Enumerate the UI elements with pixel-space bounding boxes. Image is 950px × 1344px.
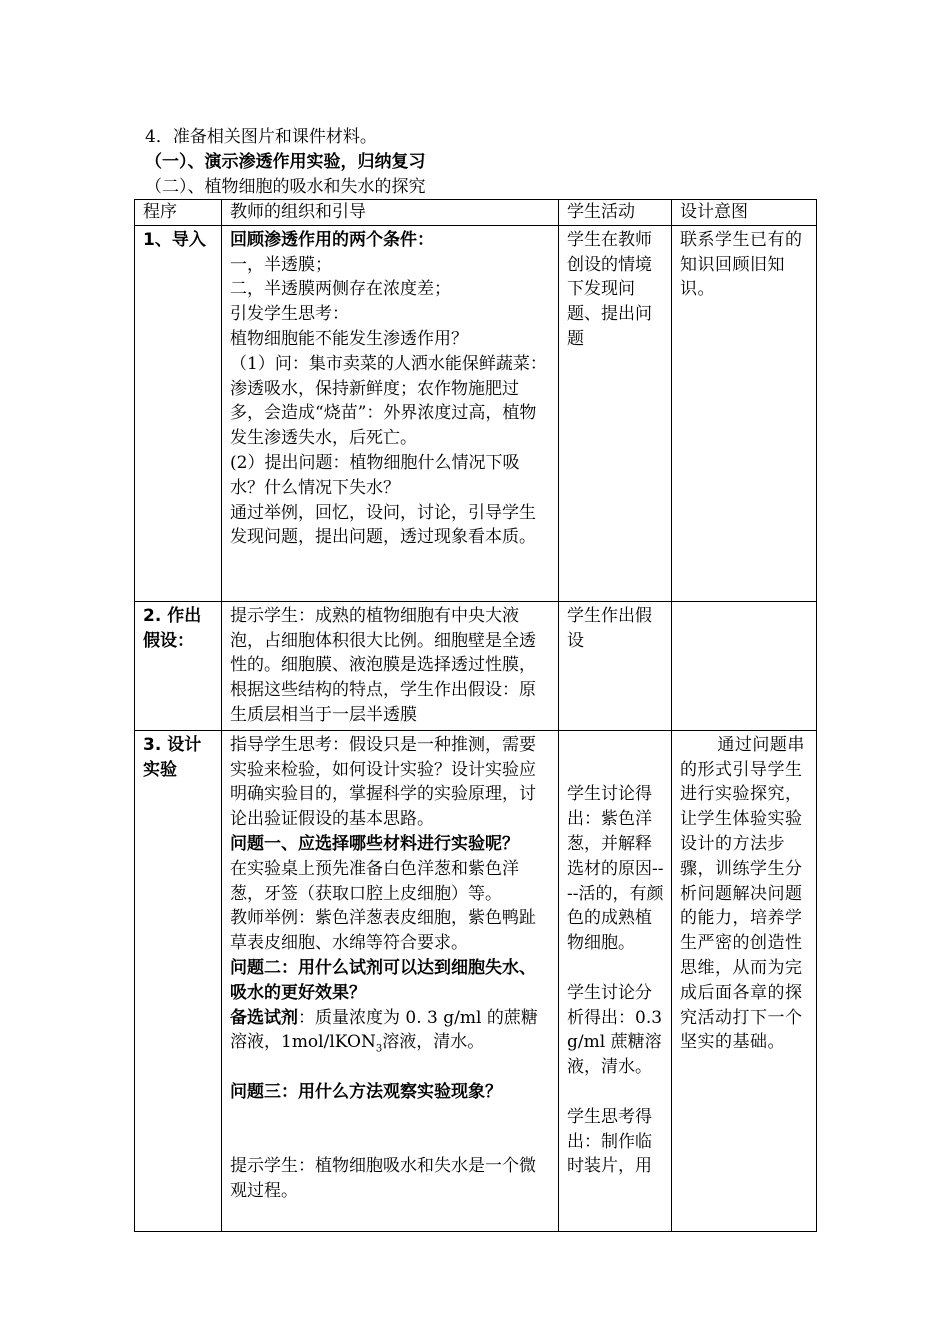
- header-student: 学生活动: [559, 200, 672, 226]
- teacher-text: 一，半透膜；: [230, 254, 332, 275]
- header-design: 设计意图: [672, 200, 817, 226]
- student-text: 学生思考得出：制作临时装片，用: [567, 1106, 652, 1177]
- teacher-text: 回顾渗透作用的两个条件：: [230, 229, 434, 250]
- question-heading: 问题二：用什么试剂可以达到细胞失水、吸水的更好效果？: [230, 957, 536, 1003]
- teacher-text: 提示学生：植物细胞吸水和失水是一个微观过程。: [230, 1156, 536, 1202]
- student-cell: 学生作出假设: [559, 601, 672, 730]
- reagent-subscript: 3: [375, 1043, 383, 1055]
- teacher-text: 指导学生思考：假设只是一种推测，需要实验来检验，如何设计实验？设计实验应明确实验目的，掌握科学的实验原理，讨论出验证假设的基本思路。: [230, 734, 536, 830]
- teacher-text: 二，半透膜两侧存在浓度差；: [230, 279, 451, 300]
- student-cell: [559, 730, 672, 1231]
- student-cell: 学生在教师创设的情境下发现问题、提出问题: [559, 225, 672, 601]
- teacher-cell: 提示学生：成熟的植物细胞有中央大液泡，占细胞体积很大比例。细胞壁是全透性的。细胞膜、液泡膜是选择透过性膜，根据这些结构的特点，学生作出假设：原生质层相当于一层半透膜: [222, 601, 559, 730]
- question-heading: 问题一、应选择哪些材料进行实验呢？: [230, 833, 519, 854]
- teacher-text: 引发学生思考：: [230, 304, 349, 325]
- table-row-hypothesis: [135, 601, 817, 730]
- design-cell: 联系学生已有的知识回顾旧知识。: [672, 225, 817, 601]
- teacher-cell: [222, 730, 559, 1231]
- table-row-intro: [135, 225, 817, 601]
- stage-cell: 1、导入: [135, 225, 222, 601]
- reagent-label: 备选试剂: [230, 1007, 298, 1028]
- teacher-text: 教师举例：紫色洋葱表皮细胞，紫色鸭趾草表皮细胞、水绵等符合要求。: [230, 908, 536, 954]
- teacher-text: 在实验桌上预先准备白色洋葱和紫色洋葱，牙签（获取口腔上皮细胞）等。: [230, 858, 519, 904]
- table-header-row: [135, 200, 817, 226]
- section-heading-1: （一）、演示渗透作用实验，归纳复习: [145, 152, 426, 172]
- teacher-cell: [222, 225, 559, 601]
- design-cell: [672, 601, 817, 730]
- table-row-design: [135, 730, 817, 1231]
- design-cell: 通过问题串的形式引导学生进行实验探究，让学生体验实验设计的方法步骤，训练学生分析问题解决问题的能力，培养学生严密的创造性思维，从而为完成后面各章的探究活动打下一个坚实的基础。: [672, 730, 817, 1231]
- teacher-text: （1）问：集市卖菜的人洒水能保鲜蔬菜：渗透吸水，保持新鲜度；农作物施肥过多，会造成“烧苗”：外界浓度过高，植物发生渗透失水，后死亡。: [230, 353, 547, 449]
- intro-block: [145, 125, 825, 200]
- question-heading: 问题三：用什么方法观察实验现象？: [230, 1081, 502, 1102]
- intro-item-4: 4．准备相关图片和课件材料。: [145, 127, 377, 147]
- teacher-text: (2）提出问题：植物细胞什么情况下吸水？什么情况下失水？: [230, 452, 520, 498]
- reagent-line: [230, 1006, 552, 1056]
- student-text: 学生讨论分析得出：0.3g/ml 蔗糖溶液，清水。: [567, 982, 663, 1078]
- header-teacher: 教师的组织和引导: [222, 200, 559, 226]
- stage-cell: 2. 作出假设：: [135, 601, 222, 730]
- header-stage: 程序: [135, 200, 222, 226]
- reagent-text: ：质量浓度为 0. 3 g/ml 的蔗糖溶液，1mol/lKON: [230, 1007, 538, 1053]
- lesson-plan-table: [134, 199, 817, 1232]
- teacher-text: 通过举例，回忆，设问，讨论，引导学生发现问题，提出问题，透过现象看本质。: [230, 502, 536, 548]
- section-heading-2: （二）、植物细胞的吸水和失水的探究: [145, 177, 426, 197]
- stage-cell: 3. 设计实验: [135, 730, 222, 1231]
- student-text: 学生讨论得出：紫色洋葱，并解释选材的原因----活的，有颜色的成熟植物细胞。: [567, 784, 664, 954]
- reagent-text: 溶液，清水。: [382, 1032, 485, 1053]
- teacher-text: 植物细胞能不能发生渗透作用？: [230, 328, 468, 349]
